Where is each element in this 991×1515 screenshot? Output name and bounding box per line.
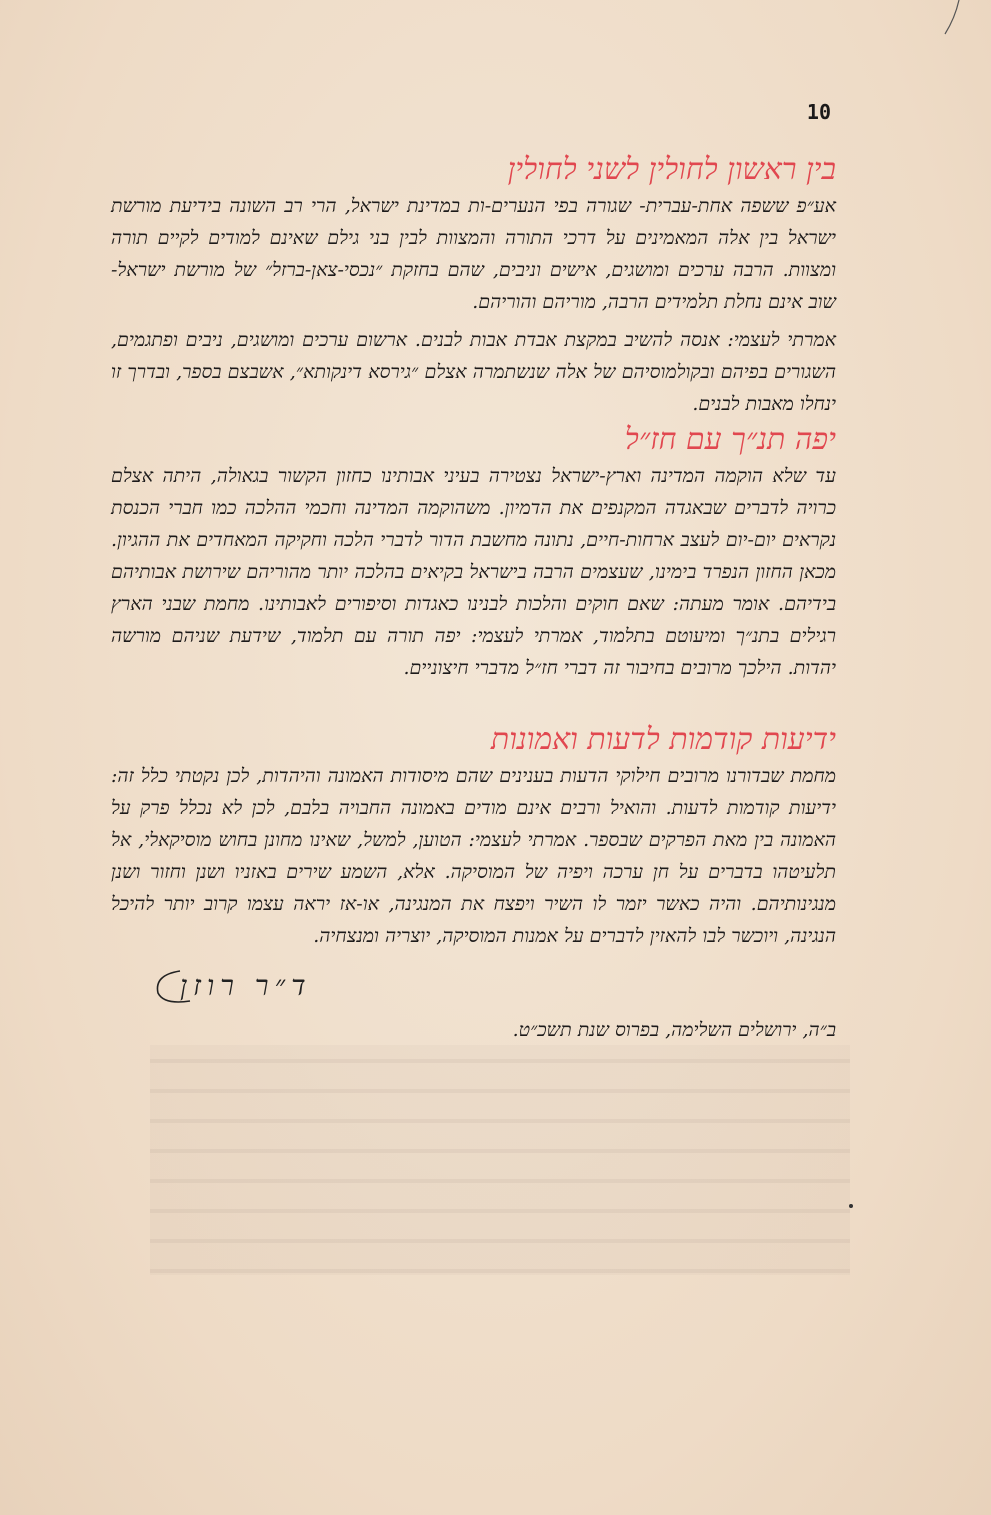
ink-dot	[849, 1204, 853, 1208]
paragraph: אע״פ ששפה אחת-עברית- שגורה בפי הנערים-ות במדינת ישראל, הרי רב השונה בידיעת מורשת ישראל בין אלה המאמינים על דרכי התורה והמצוות לבין בני גילם שאינם למודים לקיים תורה ומצוות. הרבה ערכים ומושגים, אישים וניבים, שהם בחזקת ״נכסי-צאן-ברזל״ של מורשת ישראל- שוב אינם נחלת תלמידים הרבה, מוריהם והוריהם.	[111, 195, 836, 313]
section-body	[111, 460, 836, 684]
signature-text: ד״ר רוזן	[180, 969, 312, 1002]
paragraph: מחמת שבדורנו מרובים חילוקי הדעות בענינים שהם מיסודות האמונה והיהדות, לכן נקטתי כלל זה: ידיעות קודמות לדעות. והואיל ורבים אינם מודים באמונה החבויה בלבם, לכן לא נכלל פרק על האמונה בין מאת הפרקים שבספר. אמרתי לעצמי: הטוען, למשל, שאינו מחונן בחוש מוסיקאלי, אל תלעיטהו בדברים על חן ערכה ויפיה של המוסיקה. אלא, השמע שירים באזניו ושנן וחזור ושנן מנגינותיהם. והיה כאשר יזמר לו השיר ויפצח את המנגינה, או-אז יראה עצמו קרוב יותר להיכל הנגינה, ויוכשר לבו להאזין לדברים על אמנות המוסיקה, יוצריה ומנצחיה.	[111, 765, 836, 947]
colophon: ב״ה, ירושלים השלימה, בפרוס שנת תשכ״ט.	[512, 1019, 836, 1041]
section-heading: ידיעות קודמות לדעות ואמונות	[490, 722, 836, 757]
page-corner-line	[931, 0, 991, 60]
section-tanakh	[111, 420, 836, 690]
section-knowledge	[111, 720, 836, 958]
paragraph: אמרתי לעצמי: אנסה להשיב במקצת אבדת אבות לבנים. ארשום ערכים ומושגים, ניבים ופתגמים, השגורים בפיהם ובקולמוסיהם של אלה שנשתמרה אצלם ״גירסא דינקותא״, אשבצם בספר, ובדרך זו ינחלו מאבות לבנים.	[111, 329, 836, 415]
section-body	[111, 190, 836, 420]
signature-loop	[150, 965, 290, 1009]
section-heading: יפה תנ״ך עם חז״ל	[624, 422, 836, 457]
author-signature	[150, 965, 330, 1007]
section-intro	[111, 150, 836, 426]
section-body	[111, 760, 836, 952]
section-heading: בין ראשון לחולין לשני לחולין	[507, 152, 836, 187]
paragraph: עד שלא הוקמה המדינה וארץ-ישראל נצטירה בעיני אבותינו כחזון הקשור בגאולה, היתה אצלם כרויה לדברים שבאגדה המקנפים את הדמיון. משהוקמה המדינה וחכמי ההלכה כמו חברי הכנסת נקראים יום-יום לעצב ארחות-חיים, נתונה מחשבת הדור לדברי הלכה וחקיקה המאחדים את ההגיון. מכאן החזון הנפרד בימינו, שעצמים הרבה בישראל בקיאים בהלכה יותר מהוריהם שירושת אבותיהם בידיהם. אומר מעתה: שאם חוקים והלכות לבנינו כאגדות וסיפורים לאבותינו. מחמת שבני הארץ רגילים בתנ״ך ומיעוטם בתלמוד, אמרתי לעצמי: יפה תורה עם תלמוד, שידעת שניהם מורשה יהדות. הילכך מרובים בחיבור זה דברי חז״ל מדברי חיצוניים.	[111, 465, 836, 679]
show-through-texture	[150, 1045, 850, 1275]
page-number: 10	[806, 100, 831, 124]
